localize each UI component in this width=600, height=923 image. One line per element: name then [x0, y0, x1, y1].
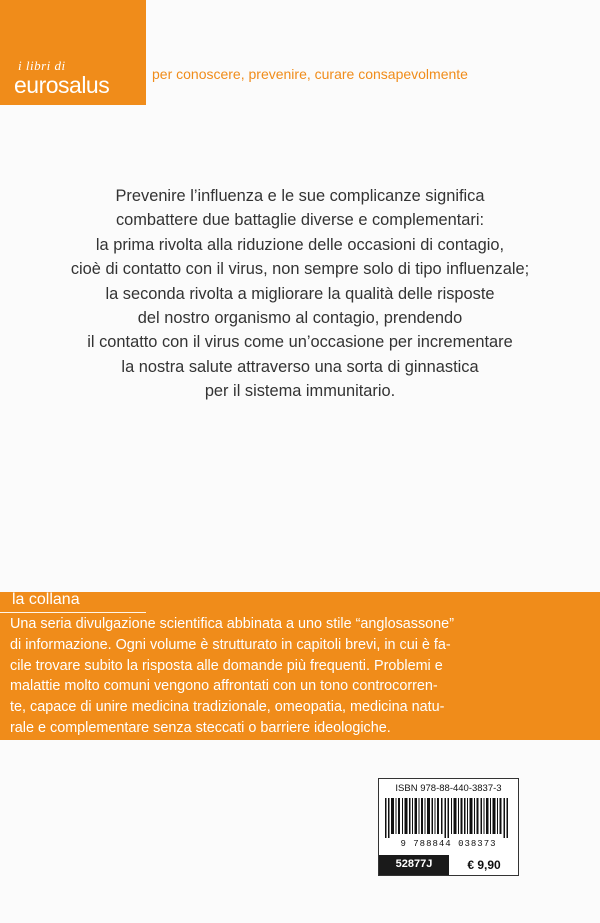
collana-tab: [0, 592, 146, 613]
intro-line: del nostro organismo al contagio, prendendo: [137, 309, 463, 328]
barcode-graphic: [383, 798, 514, 838]
brand-block: [0, 0, 146, 105]
collana-description: [10, 614, 595, 739]
intro-line: la prima rivolta alla riduzione delle occasioni di contagio,: [95, 235, 505, 254]
intro-line: il contatto con il virus come un’occasione per incrementare: [87, 333, 513, 352]
collana-label: la collana: [12, 591, 80, 608]
price: € 9,90: [467, 858, 501, 872]
intro-line: Prevenire l’influenza e le sue complicanze significa: [115, 187, 485, 205]
product-code: 52877J: [395, 858, 433, 870]
barcode-digits: 9 788844 038373: [400, 839, 497, 849]
isbn-label: ISBN 978-88-440-3837-3: [395, 783, 502, 794]
intro-line: per il sistema immunitario.: [204, 382, 396, 401]
collana-line: cile trovare subito la risposta alle domande più frequenti. Problemi e: [10, 657, 443, 674]
barcode-box: [378, 778, 519, 876]
product-code-box: [379, 855, 449, 875]
intro-line: la nostra salute attraverso una sorta di ginnastica: [121, 357, 479, 376]
intro-paragraph: [0, 184, 600, 404]
collana-section: [0, 592, 600, 740]
intro-line: combattere due battaglie diverse e complementari:: [115, 211, 485, 230]
series-small-label: i libri di: [18, 58, 66, 73]
collana-line: Una seria divulgazione scientifica abbinata a uno stile “anglosassone”: [10, 616, 454, 632]
collana-line: malattie molto comuni vengono affrontati con un tono controcorren-: [10, 678, 438, 695]
collana-line: te, capace di unire medicina tradizionale, omeopatia, medicina natu-: [10, 699, 445, 716]
intro-line: la seconda rivolta a migliorare la qualità delle risposte: [105, 284, 495, 303]
intro-line: cioè di contatto con il virus, non sempre solo di tipo influenzale;: [70, 260, 530, 279]
brand-name: eurosalus: [14, 72, 110, 98]
collana-line: rale e complementare senza steccati o barriere ideologiche.: [10, 719, 391, 736]
collana-line: di informazione. Ogni volume è strutturato in capitoli brevi, in cui è fa-: [10, 636, 451, 653]
tagline: per conoscere, prevenire, curare consapevolmente: [152, 66, 468, 82]
